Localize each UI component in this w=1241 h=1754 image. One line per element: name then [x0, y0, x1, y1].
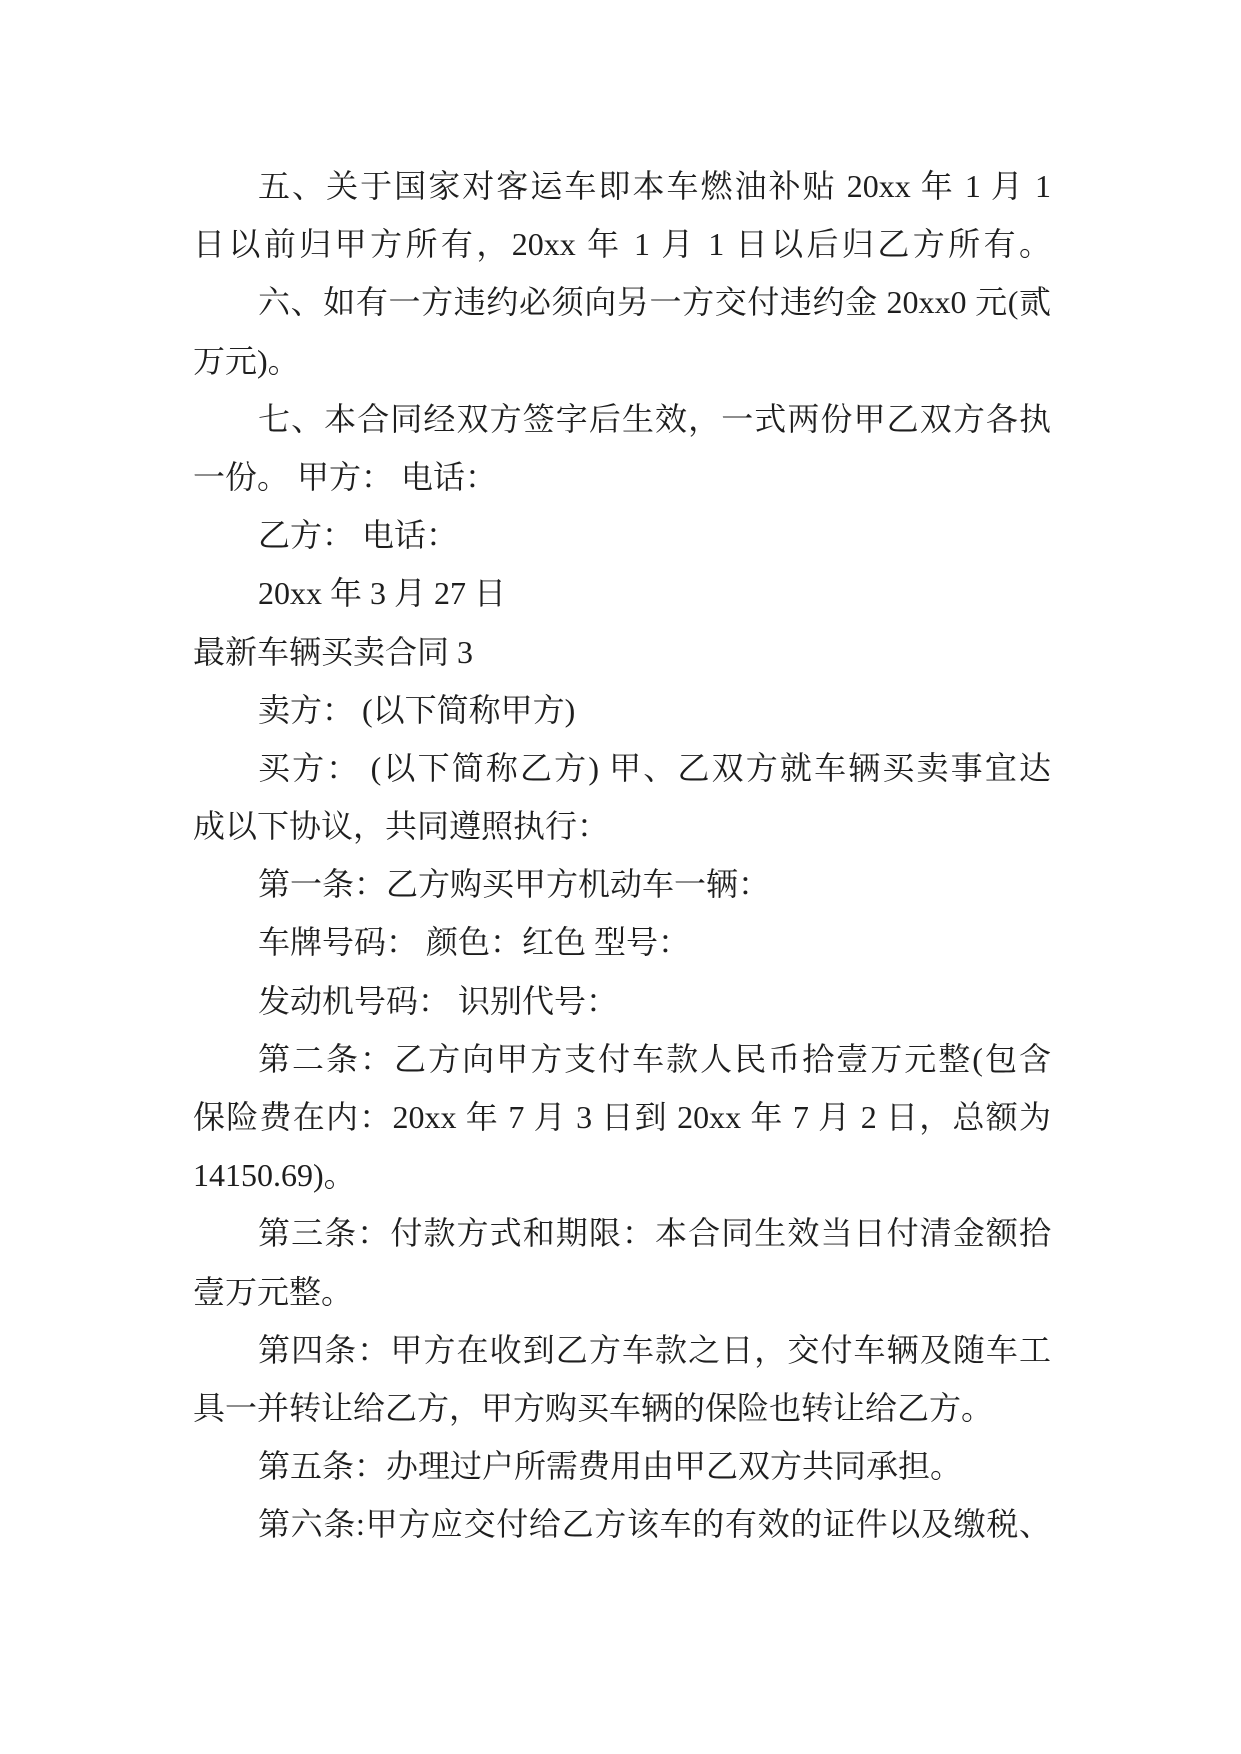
- paragraph-plate-info: [193, 913, 1051, 971]
- text-line: 14150.69)。: [193, 1157, 356, 1194]
- paragraph-clause-7: [193, 390, 1051, 506]
- text-line: 一份。 甲方： 电话：: [193, 458, 498, 495]
- text-line: 日以前归甲方所有，20xx 年 1 月 1 日以后归乙方所有。: [193, 226, 1051, 263]
- text-line: 七、本合同经双方签字后生效，一式两份甲乙双方各执: [258, 400, 1051, 437]
- paragraph-article-5: [193, 1437, 1051, 1495]
- document-page: [193, 157, 1051, 1554]
- text-line: 乙方： 电话：: [258, 517, 459, 554]
- text-line: 第一条：乙方购买甲方机动车一辆：: [258, 866, 771, 903]
- paragraph-article-2: [193, 1030, 1051, 1205]
- heading-line: 最新车辆买卖合同 3: [193, 633, 474, 670]
- paragraph-engine-info: [193, 972, 1051, 1030]
- text-line: 五、关于国家对客运车即本车燃油补贴 20xx 年 1 月 1: [258, 168, 1051, 204]
- paragraph-article-6: [193, 1495, 1051, 1553]
- paragraph-article-4: [193, 1321, 1051, 1437]
- text-line: 20xx 年 3 月 27 日: [258, 575, 507, 612]
- text-line: 第四条：甲方在收到乙方车款之日，交付车辆及随车工: [258, 1331, 1051, 1368]
- paragraph-buyer: [193, 739, 1051, 855]
- text-line: 六、如有一方违约必须向另一方交付违约金 20xx0 元(贰: [258, 284, 1051, 321]
- text-line: 具一并转让给乙方，甲方购买车辆的保险也转让给乙方。: [193, 1389, 994, 1426]
- paragraph-article-1: [193, 855, 1051, 913]
- text-line: 保险费在内：20xx 年 7 月 3 日到 20xx 年 7 月 2 日，总额为: [193, 1099, 1051, 1135]
- text-line: 第二条：乙方向甲方支付车款人民币拾壹万元整(包含: [258, 1040, 1051, 1077]
- text-line: 成以下协议，共同遵照执行：: [193, 808, 610, 845]
- text-line: 第三条：付款方式和期限：本合同生效当日付清金额拾: [258, 1215, 1051, 1252]
- text-line: 第六条:甲方应交付给乙方该车的有效的证件以及缴税、: [258, 1506, 1051, 1543]
- text-line: 万元)。: [193, 342, 300, 379]
- paragraph-clause-5: [193, 157, 1051, 273]
- paragraph-article-3: [193, 1204, 1051, 1320]
- text-line: 车牌号码： 颜色：红色 型号：: [258, 924, 691, 961]
- text-line: 卖方： (以下简称甲方): [258, 691, 576, 728]
- paragraph-party-b-signature: [193, 506, 1051, 564]
- text-line: 发动机号码： 识别代号：: [258, 982, 619, 1019]
- paragraph-clause-6: [193, 273, 1051, 389]
- text-line: 壹万元整。: [193, 1273, 354, 1310]
- paragraph-date: [193, 564, 1051, 622]
- text-line: 买方： (以下简称乙方) 甲、乙双方就车辆买卖事宜达: [258, 749, 1051, 786]
- text-line: 第五条：办理过户所需费用由甲乙双方共同承担。: [258, 1448, 963, 1485]
- paragraph-seller: [193, 681, 1051, 739]
- section-heading: [193, 623, 1051, 681]
